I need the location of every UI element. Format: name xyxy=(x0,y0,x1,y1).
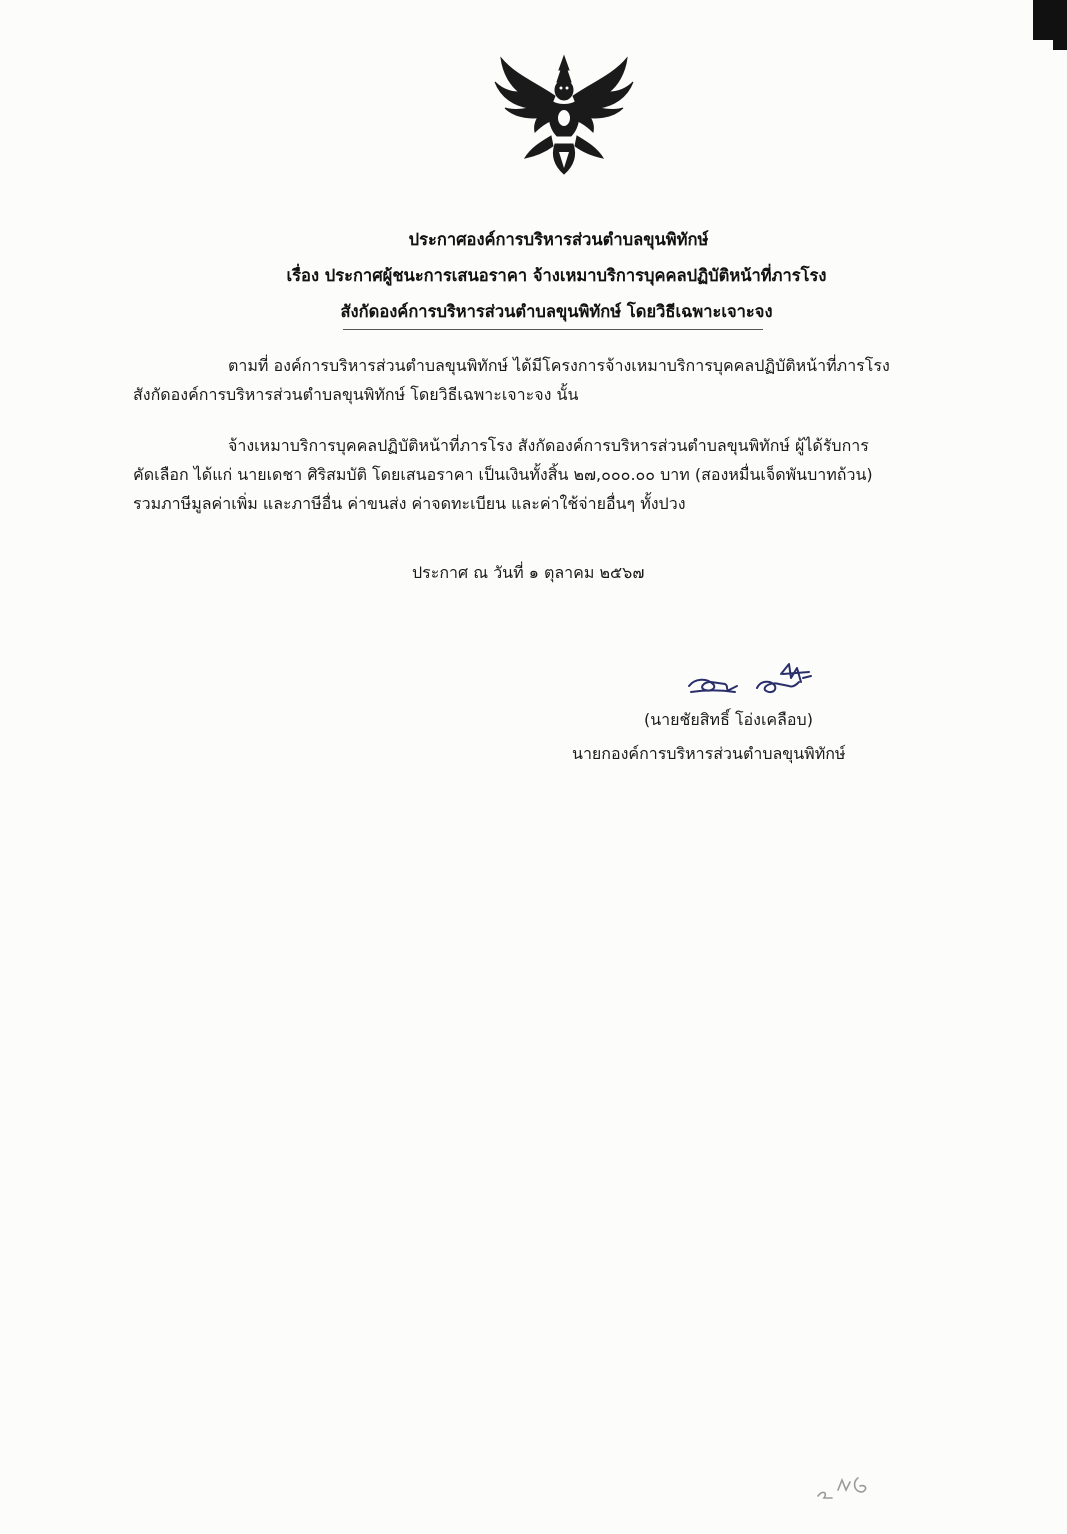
paragraph-1-line-2: สังกัดองค์การบริหารส่วนตำบลขุนพิทักษ์ โดยวิธีเฉพาะเจาะจง นั้น xyxy=(133,385,579,404)
paragraph-2-line-2: คัดเลือก ได้แก่ นายเดชา ศิริสมบัติ โดยเสนอราคา เป็นเงินทั้งสิ้น ๒๗,๐๐๐.๐๐ บาท (สองหมื่นเจ็ดพันบาทถ้วน) xyxy=(133,465,873,484)
body-paragraph-2 xyxy=(133,431,983,518)
signatory-title: นายกองค์การบริหารส่วนตำบลขุนพิทักษ์ xyxy=(572,744,846,763)
scan-edge-tab xyxy=(1053,40,1067,50)
scan-edge-mark xyxy=(1033,0,1067,40)
header-title: ประกาศองค์การบริหารส่วนตำบลขุนพิทักษ์ xyxy=(408,230,709,249)
handwritten-page-note xyxy=(812,1468,892,1508)
paragraph-1-line-1: ตามที่ องค์การบริหารส่วนตำบลขุนพิทักษ์ ได้มีโครงการจ้างเหมาบริการบุคคลปฏิบัติหน้าที่ภารโรง xyxy=(228,356,890,375)
header-divider xyxy=(343,329,763,330)
garuda-emblem-icon xyxy=(489,52,639,177)
document-header xyxy=(0,222,1067,330)
header-subject-continued: สังกัดองค์การบริหารส่วนตำบลขุนพิทักษ์ โดยวิธีเฉพาะเจาะจง xyxy=(340,302,773,321)
header-subject: เรื่อง ประกาศผู้ชนะการเสนอราคา จ้างเหมาบริการบุคคลปฏิบัติหน้าที่ภารโรง xyxy=(286,266,827,285)
paragraph-2-line-3: รวมภาษีมูลค่าเพิ่ม และภาษีอื่น ค่าขนส่ง ค่าจดทะเบียน และค่าใช้จ่ายอื่นๆ ทั้งปวง xyxy=(133,494,686,513)
paragraph-2-line-1: จ้างเหมาบริการบุคคลปฏิบัติหน้าที่ภารโรง สังกัดองค์การบริหารส่วนตำบลขุนพิทักษ์ ผู้ได้รับการ xyxy=(228,436,869,455)
body-paragraph-1 xyxy=(133,351,983,409)
announcement-date: ประกาศ ณ วันที่ ๑ ตุลาคม ๒๕๖๗ xyxy=(412,563,645,582)
handwritten-signature xyxy=(685,660,825,702)
signatory-name: (นายชัยสิทธิ์ โอ่งเคลือบ) xyxy=(644,710,813,729)
